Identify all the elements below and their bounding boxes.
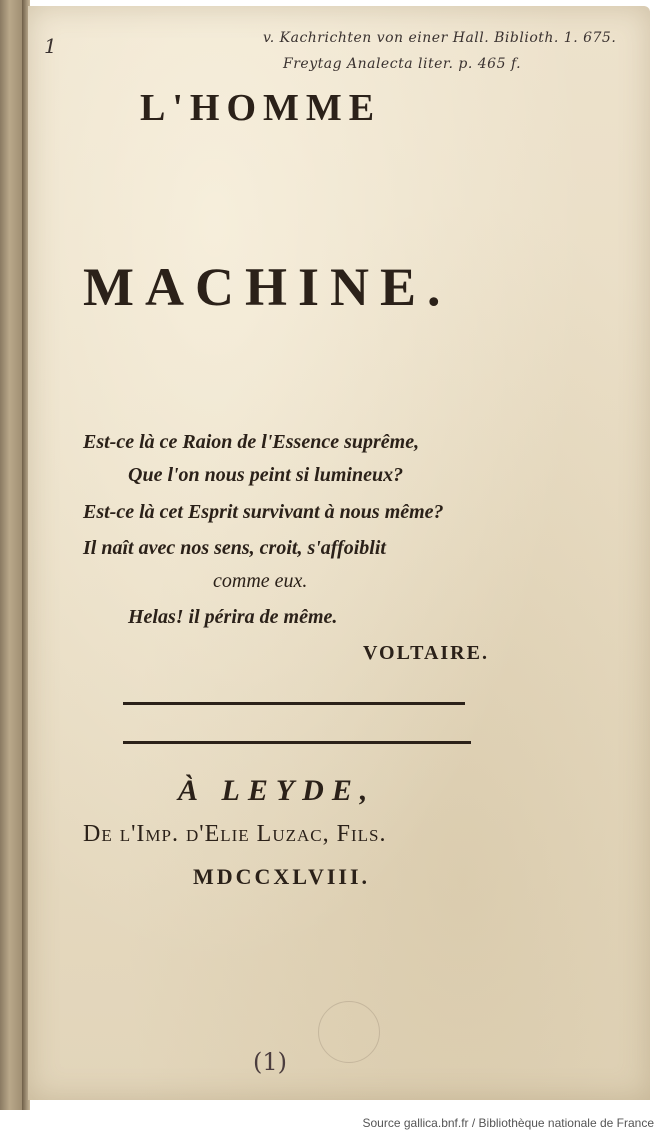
divider-rule (123, 702, 465, 705)
epigraph-line: Il naît avec nos sens, croit, s'affoiblit (83, 537, 386, 559)
epigraph-line: comme eux. (213, 570, 308, 592)
title-line-2: MACHINE. (83, 257, 452, 317)
book-cover-edge (0, 0, 24, 1110)
imprint-place: À LEYDE, (178, 774, 376, 807)
title-page (28, 6, 650, 1100)
title-line-1: L'HOMME (140, 87, 382, 129)
handwritten-note-line-2: Freytag Analecta liter. p. 465 f. (283, 56, 522, 72)
imprint-printer: De l'Imp. d'Elie Luzac, Fils. (83, 821, 387, 847)
epigraph-author: VOLTAIRE. (363, 642, 489, 664)
faded-library-stamp (318, 1001, 380, 1063)
handwritten-shelfmark: (1) (253, 1048, 287, 1076)
divider-rule (123, 741, 471, 744)
epigraph-line: Est-ce là ce Raion de l'Essence suprême, (83, 431, 420, 453)
handwritten-note-line-1: v. Kachrichten von einer Hall. Biblioth. 1. 675. (263, 30, 617, 46)
imprint-year: MDCCXLVIII. (193, 864, 371, 889)
epigraph-line: Est-ce là cet Esprit survivant à nous même? (83, 501, 444, 523)
epigraph-line: Que l'on nous peint si lumineux? (128, 464, 404, 486)
handwritten-page-number: 1 (44, 34, 58, 58)
source-credit: Source gallica.bnf.fr / Bibliothèque nationale de France (362, 1116, 654, 1130)
epigraph-line: Helas! il périra de même. (128, 606, 338, 628)
